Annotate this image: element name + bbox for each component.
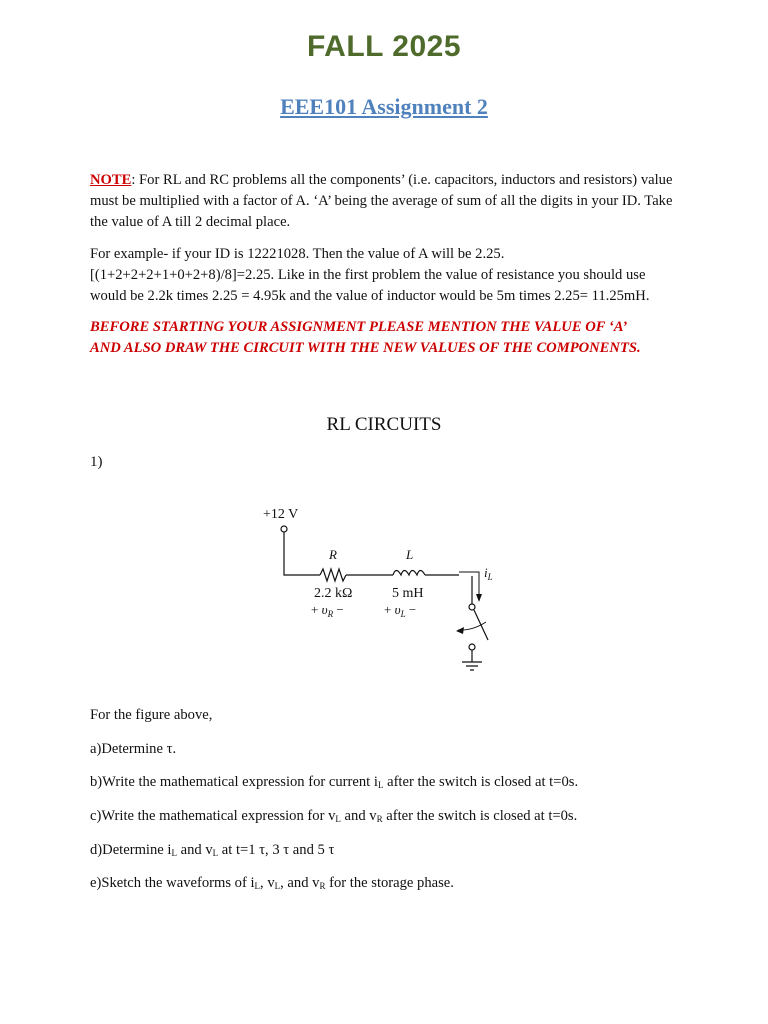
inductor-symbol: L: [406, 547, 414, 562]
question-d: d)Determine $i_L$ and $v_L$ at t=1 τ, 3 τ and 5 τ: [90, 842, 335, 858]
question-e: e)Sketch the waveforms of $i_L$, $v_L$, and $v_R$ for the storage phase.: [90, 875, 454, 891]
note-paragraph: [90, 170, 690, 233]
semester-heading: FALL 2025: [306, 30, 462, 63]
example-line-2: [(1+2+2+2+1+0+2+8)/8]=2.25. Like in the first problem the value of resistance you should use: [90, 267, 646, 283]
example-paragraph: [90, 244, 690, 307]
current-var: i: [484, 565, 488, 580]
circuit-wiring: [284, 532, 482, 670]
question-a: a)Determine τ.: [90, 741, 177, 757]
note-text: : For RL and RC problems all the components’ (i.e. capacitors, inductors and resistors) value must be multiplied with a factor of A. ‘A’ being the average of sum of all the digits in your ID. Take the value of A till 2 decimal place.: [90, 172, 673, 230]
source-label: +12 V: [263, 507, 299, 522]
resistor-voltage-plus: +: [311, 602, 322, 617]
inductor-voltage-minus: −: [405, 602, 417, 617]
question-c: c)Write the mathematical expression for $v_L$ and $v_R$ after the switch is closed at t=0s.: [90, 808, 578, 824]
example-line-1: For example- if your ID is 12221028. Then the value of A will be 2.25.: [90, 246, 505, 262]
example-line-3: would be 2.2k times 2.25 = 4.95k and the value of inductor would be 5m times 2.25= 11.25mH.: [90, 288, 650, 304]
inductor-voltage-sub: L: [400, 609, 406, 619]
inductor-voltage-plus: +: [384, 602, 395, 617]
current-label: [484, 565, 493, 582]
current-sub: L: [487, 572, 493, 582]
rl-circuit-diagram: [250, 500, 510, 685]
warning-line-2: AND ALSO DRAW THE CIRCUIT WITH THE NEW VALUES OF THE COMPONENTS.: [90, 340, 641, 356]
inductor-voltage: [384, 602, 416, 619]
resistor-value: 2.2 kΩ: [314, 586, 353, 601]
resistor-voltage: [311, 602, 344, 619]
resistor-voltage-var: υ: [321, 602, 328, 617]
assignment-title: EEE101 Assignment 2: [280, 94, 488, 119]
switch: [456, 604, 488, 650]
warning-paragraph: [90, 317, 690, 359]
questions-intro: For the figure above,: [90, 707, 213, 723]
question-b: b)Write the mathematical expression for current $i_L$ after the switch is closed at t=0s.: [90, 774, 579, 790]
resistor-voltage-sub: R: [327, 609, 334, 619]
resistor-voltage-minus: −: [333, 602, 344, 617]
section-title: RL CIRCUITS: [326, 414, 442, 435]
warning-line-1: BEFORE STARTING YOUR ASSIGNMENT PLEASE MENTION THE VALUE OF ‘A’: [90, 319, 628, 335]
source-terminal: [281, 526, 287, 532]
note-label: NOTE: [90, 172, 132, 188]
resistor-symbol: R: [329, 547, 337, 562]
current-arrow: [459, 572, 482, 602]
inductor-voltage-var: υ: [394, 602, 401, 617]
problem-number: 1): [90, 454, 103, 470]
inductor-value: 5 mH: [392, 586, 424, 601]
